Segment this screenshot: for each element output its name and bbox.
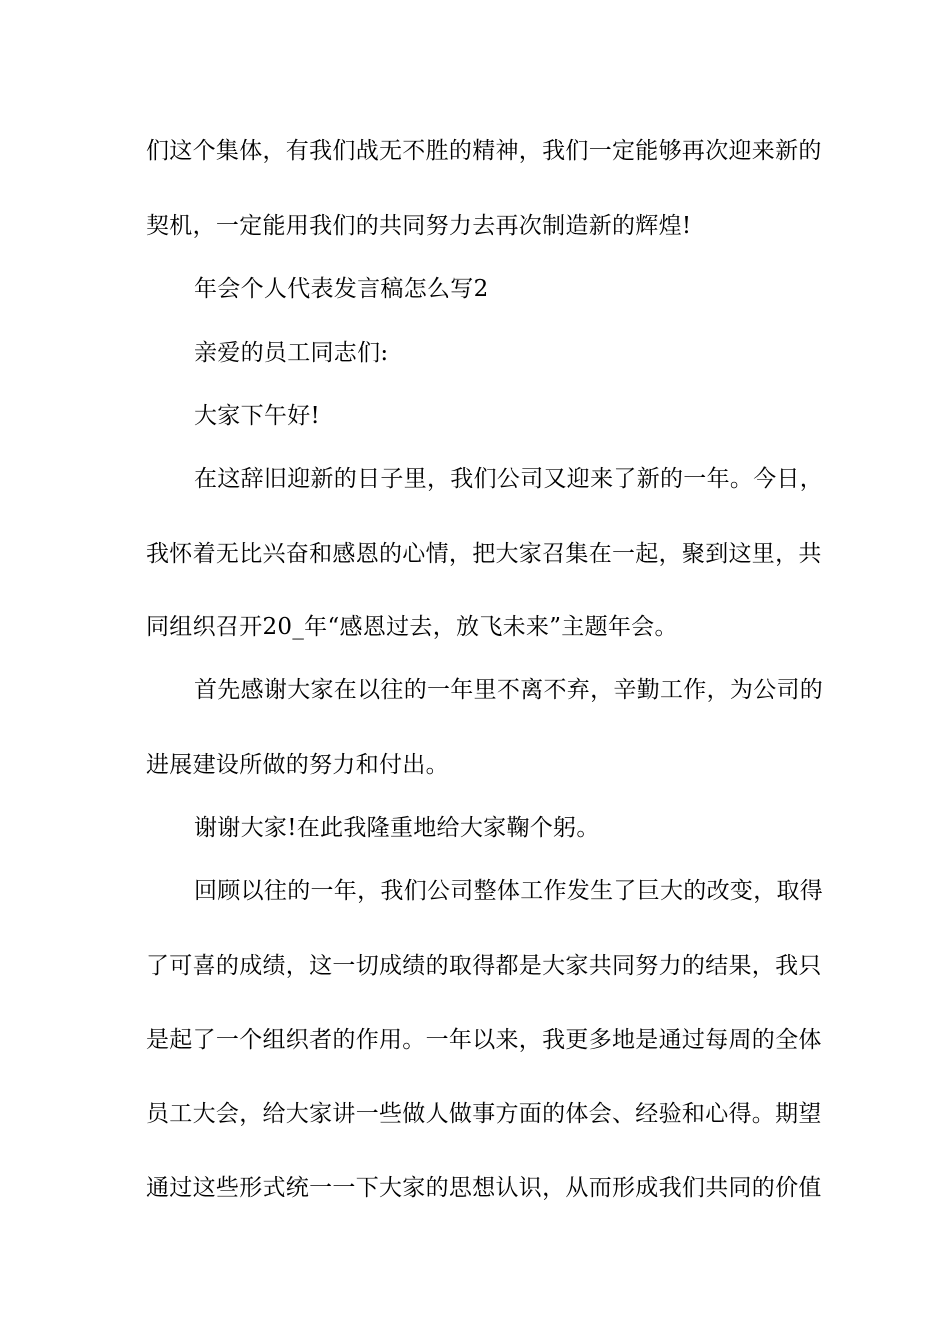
text-line: 我怀着无比兴奋和感恩的心情，把大家召集在一起，聚到这里，共 — [146, 541, 822, 567]
paragraph-start: 谢谢大家!在此我隆重地给大家鞠个躬。 — [194, 815, 600, 841]
text-line: 契机，一定能用我们的共同努力去再次制造新的辉煌! — [146, 213, 692, 239]
text-line: 员工大会，给大家讲一些做人做事方面的体会、经验和心得。期望 — [146, 1101, 822, 1127]
text-line: 同组织召开20_年“感恩过去，放飞未来”主题年会。 — [146, 614, 678, 640]
text-line: 通过这些形式统一一下大家的思想认识，从而形成我们共同的价值 — [146, 1175, 822, 1201]
text-line: 了可喜的成绩，这一切成绩的取得都是大家共同努力的结果，我只 — [146, 953, 822, 979]
text-line: 进展建设所做的努力和付出。 — [146, 752, 449, 778]
paragraph-start: 首先感谢大家在以往的一年里不离不弃，辛勤工作，为公司的 — [194, 677, 824, 703]
greeting: 大家下午好! — [194, 403, 321, 429]
paragraph-start: 回顾以往的一年，我们公司整体工作发生了巨大的改变，取得 — [194, 878, 824, 904]
paragraph-start: 在这辞旧迎新的日子里，我们公司又迎来了新的一年。今日， — [194, 466, 824, 492]
text-line: 们这个集体，有我们战无不胜的精神，我们一定能够再次迎来新的 — [146, 138, 822, 164]
salutation: 亲爱的员工同志们: — [194, 340, 389, 366]
text-line: 是起了一个组织者的作用。一年以来，我更多地是通过每周的全体 — [146, 1027, 822, 1053]
section-heading: 年会个人代表发言稿怎么写2 — [194, 276, 489, 302]
